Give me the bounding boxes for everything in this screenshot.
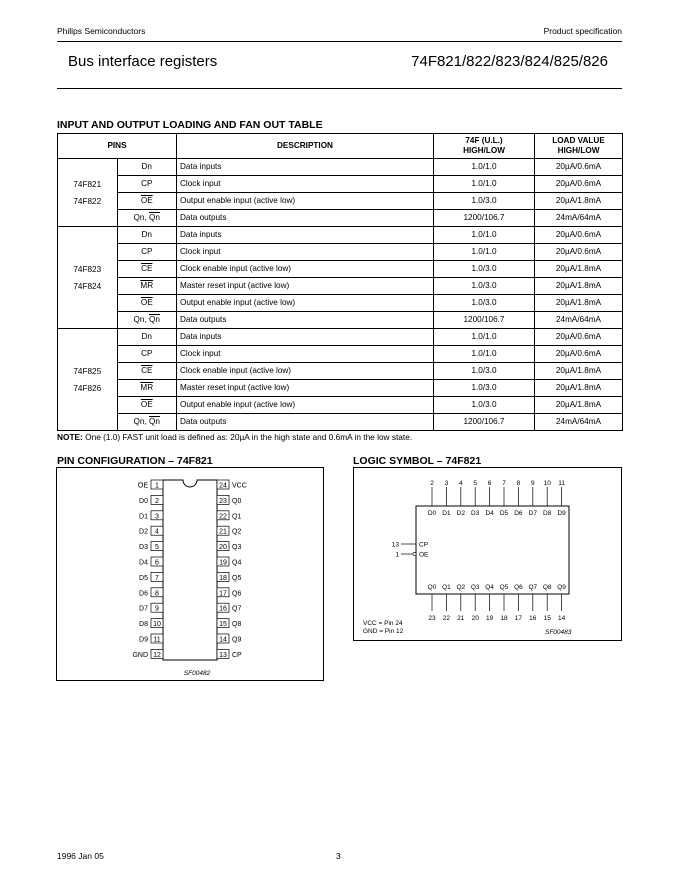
pin-cell [117, 312, 177, 329]
unit-load-cell: 1.0/3.0 [434, 193, 535, 210]
input-label: D6 [514, 510, 523, 517]
pin-cell [117, 261, 177, 278]
loading-table-title: INPUT AND OUTPUT LOADING AND FAN OUT TABLE [57, 119, 323, 131]
description-cell: Data outputs [177, 210, 434, 227]
col-unit-load-sub: HIGH/LOW [463, 146, 505, 155]
pin-label: OE [137, 482, 148, 490]
control-label: CP [419, 541, 429, 549]
pin-name: $\overline{OE}$ [140, 298, 153, 307]
gnd-note: GND = Pin 12 [363, 628, 404, 635]
load-value-cell: 20µA/1.8mA [535, 193, 623, 210]
pin-config-frame [57, 468, 324, 681]
pin-label: Q3 [232, 544, 242, 552]
pin-name: Dn [141, 332, 152, 341]
table-row [58, 414, 623, 431]
pin-cell [117, 380, 177, 397]
pin-number: 11 [153, 636, 161, 644]
note-label: NOTE: [57, 432, 83, 442]
pin-label: Q2 [232, 528, 242, 536]
load-value-cell: 20µA/1.8mA [535, 295, 623, 312]
device-group-cell [58, 227, 118, 329]
table-note [57, 432, 412, 442]
pin-config-title: PIN CONFIGURATION – 74F821 [57, 455, 213, 467]
pin-name: Qn, $\overline{Qn}$ [133, 417, 160, 426]
unit-load-cell: 1200/106.7 [434, 210, 535, 227]
pin-number: 10 [153, 621, 161, 629]
output-pin-number: 23 [428, 615, 436, 622]
load-value-cell: 24mA/64mA [535, 312, 623, 329]
pin-number: 19 [219, 559, 227, 567]
device-group-cell [58, 329, 118, 431]
output-label: Q3 [470, 584, 480, 591]
output-label: Q5 [499, 584, 509, 591]
pin-cell [117, 159, 177, 176]
pin-name: CP [141, 349, 153, 358]
pin-label: D1 [139, 513, 148, 521]
figure-code: SF00482 [183, 670, 211, 677]
pin-name: CP [141, 179, 153, 188]
col-pins: PINS [58, 134, 177, 159]
table-row [58, 227, 623, 244]
output-pin-number: 15 [543, 615, 551, 622]
logic-symbol-title: LOGIC SYMBOL – 74F821 [353, 455, 482, 467]
footer-page-number: 3 [336, 851, 341, 861]
output-label: Q4 [485, 584, 494, 591]
input-label: D8 [543, 510, 552, 517]
description-cell: Data outputs [177, 414, 434, 431]
input-label: D2 [456, 510, 465, 517]
table-row [58, 278, 623, 295]
pin-label: Q8 [232, 621, 242, 629]
pin-number: 21 [219, 528, 227, 536]
load-value-cell: 20µA/0.6mA [535, 244, 623, 261]
table-row [58, 363, 623, 380]
pin-name: $\overline{MR}$ [140, 281, 154, 290]
input-pin-number: 7 [502, 480, 506, 487]
description-cell: Clock enable input (active low) [177, 363, 434, 380]
col-load-value-label: LOAD VALUE [552, 136, 605, 145]
pin-label: D4 [139, 559, 148, 567]
pin-number: 12 [153, 651, 161, 659]
pin-label: D2 [139, 528, 148, 536]
unit-load-cell: 1.0/3.0 [434, 380, 535, 397]
note-text: One (1.0) FAST unit load is defined as: 20µA in the high state and 0.6mA in the low state. [85, 432, 413, 442]
pin-label: VCC [232, 482, 247, 490]
header-rule-top [57, 41, 622, 42]
input-label: D9 [557, 510, 566, 517]
pin-label: Q9 [232, 636, 242, 644]
col-unit-load-label: 74F (U.L.) [465, 136, 503, 145]
output-pin-number: 16 [529, 615, 537, 622]
control-pin-number: 13 [391, 541, 399, 549]
pin-number: 7 [155, 574, 159, 582]
col-description: DESCRIPTION [177, 134, 434, 159]
input-label: D7 [528, 510, 537, 517]
pin-label: CP [232, 651, 242, 659]
pin-label: D5 [139, 574, 148, 582]
pin-number: 14 [219, 636, 227, 644]
device-name: 74F821 [73, 179, 102, 189]
input-pin-number: 2 [430, 480, 434, 487]
output-label: Q2 [456, 584, 466, 591]
pin-cell [117, 329, 177, 346]
device-name: 74F823 [73, 264, 102, 274]
load-value-cell: 20µA/1.8mA [535, 380, 623, 397]
input-pin-number: 10 [543, 480, 551, 487]
pin-name: $\overline{OE}$ [140, 400, 153, 409]
pin-number: 5 [155, 544, 159, 552]
pin-cell [117, 193, 177, 210]
description-cell: Output enable input (active low) [177, 295, 434, 312]
table-row [58, 397, 623, 414]
table-row [58, 380, 623, 397]
output-label: Q9 [557, 584, 566, 591]
unit-load-cell: 1.0/3.0 [434, 397, 535, 414]
device-name: 74F825 [73, 366, 102, 376]
pin-number: 2 [155, 497, 159, 505]
output-label: Q7 [528, 584, 538, 591]
output-pin-number: 17 [514, 615, 523, 622]
pin-label: D6 [139, 590, 148, 598]
pin-label: Q0 [232, 497, 242, 505]
pin-number: 16 [219, 605, 227, 613]
output-pin-number: 19 [485, 615, 494, 622]
header-rule-bottom [57, 88, 622, 89]
pin-number: 18 [219, 574, 227, 582]
pin-name-complement: $\overline{Qn}$ [149, 213, 160, 222]
pin-cell [117, 244, 177, 261]
input-pin-number: 11 [558, 480, 565, 487]
pin-name: $\overline{OE}$ [140, 196, 153, 205]
inversion-bubble [413, 552, 416, 555]
pin-label: D0 [139, 497, 148, 505]
unit-load-cell: 1.0/3.0 [434, 261, 535, 278]
control-pin-number: 1 [395, 551, 399, 559]
pin-number: 22 [219, 513, 227, 521]
pin-cell [117, 210, 177, 227]
pin-number: 9 [155, 605, 159, 613]
load-value-cell: 24mA/64mA [535, 414, 623, 431]
pin-number: 17 [219, 590, 227, 598]
pin-name-complement: $\overline{Qn}$ [149, 315, 160, 324]
pin-number: 3 [155, 513, 159, 521]
load-value-cell: 20µA/1.8mA [535, 397, 623, 414]
unit-load-cell: 1.0/1.0 [434, 159, 535, 176]
unit-load-cell: 1200/106.7 [434, 312, 535, 329]
description-cell: Clock input [177, 176, 434, 193]
device-name: 74F826 [73, 383, 102, 393]
pin-label: Q5 [232, 574, 242, 582]
logic-block [416, 506, 569, 594]
device-group-cell [58, 159, 118, 227]
pin-name: $\overline{CE}$ [141, 366, 153, 375]
unit-load-cell: 1.0/1.0 [434, 244, 535, 261]
unit-load-cell: 1.0/1.0 [434, 227, 535, 244]
pin-name: CP [141, 247, 153, 256]
footer-date: 1996 Jan 05 [57, 851, 104, 861]
description-cell: Output enable input (active low) [177, 397, 434, 414]
pin-name: Dn [141, 162, 152, 171]
page-title: Bus interface registers [68, 53, 218, 70]
col-unit-load [434, 134, 535, 159]
device-name: 74F824 [73, 281, 102, 291]
table-row [58, 210, 623, 227]
input-label: D0 [427, 510, 437, 517]
pin-number: 24 [219, 482, 227, 490]
table-row [58, 295, 623, 312]
col-load-value-sub: HIGH/LOW [557, 146, 600, 155]
unit-load-cell: 1.0/1.0 [434, 176, 535, 193]
description-cell: Output enable input (active low) [177, 193, 434, 210]
pin-label: Q6 [232, 590, 242, 598]
unit-load-cell: 1.0/3.0 [434, 278, 535, 295]
table-row [58, 329, 623, 346]
input-pin-number: 4 [458, 480, 463, 487]
pin-label: Q4 [232, 559, 242, 567]
unit-load-cell: 1.0/3.0 [434, 295, 535, 312]
pin-number: 13 [219, 651, 227, 659]
pin-cell [117, 346, 177, 363]
unit-load-cell: 1.0/1.0 [434, 329, 535, 346]
load-value-cell: 20µA/1.8mA [535, 278, 623, 295]
table-header-row [58, 134, 623, 159]
output-label: Q0 [427, 584, 437, 591]
pin-label: Q1 [232, 513, 242, 521]
pin-label: D7 [139, 605, 148, 613]
description-cell: Data outputs [177, 312, 434, 329]
description-cell: Clock input [177, 244, 434, 261]
pin-label: D3 [139, 544, 148, 552]
input-pin-number: 5 [473, 480, 478, 487]
pin-cell [117, 363, 177, 380]
input-label: D4 [485, 510, 494, 517]
output-label: Q1 [442, 584, 451, 591]
table-row [58, 261, 623, 278]
output-label: Q6 [514, 584, 523, 591]
load-value-cell: 24mA/64mA [535, 210, 623, 227]
pin-number: 15 [219, 621, 227, 629]
load-value-cell: 20µA/0.6mA [535, 346, 623, 363]
pin-label: D8 [139, 621, 148, 629]
part-numbers: 74F821/822/823/824/825/826 [411, 53, 608, 70]
pin-name: Qn, $\overline{Qn}$ [133, 213, 160, 222]
pin-config-diagram [56, 467, 324, 681]
input-label: D1 [442, 510, 451, 517]
input-label: D5 [499, 510, 509, 517]
table-row [58, 176, 623, 193]
description-cell: Data inputs [177, 329, 434, 346]
output-pin-number: 18 [500, 615, 508, 622]
output-pin-number: 21 [457, 615, 465, 622]
pin-label: GND [132, 651, 148, 659]
unit-load-cell: 1.0/1.0 [434, 346, 535, 363]
description-cell: Clock enable input (active low) [177, 261, 434, 278]
description-cell: Master reset input (active low) [177, 380, 434, 397]
description-cell: Data inputs [177, 159, 434, 176]
logic-symbol-diagram [353, 467, 622, 641]
company-name: Philips Semiconductors [57, 26, 146, 36]
pin-name: Qn, $\overline{Qn}$ [133, 315, 160, 324]
pin-cell [117, 397, 177, 414]
description-cell: Master reset input (active low) [177, 278, 434, 295]
control-label: OE [419, 551, 429, 559]
pin-name: $\overline{MR}$ [140, 383, 154, 392]
input-pin-number: 8 [516, 480, 521, 487]
col-load-value [535, 134, 623, 159]
table-row [58, 346, 623, 363]
output-label: Q8 [542, 584, 552, 591]
input-pin-number: 9 [530, 480, 535, 487]
pin-label: D9 [139, 636, 148, 644]
description-cell: Clock input [177, 346, 434, 363]
figure-code: SF00483 [545, 629, 572, 636]
vcc-note: VCC = Pin 24 [363, 620, 403, 627]
input-label: D3 [471, 510, 480, 517]
pin-cell [117, 414, 177, 431]
load-value-cell: 20µA/0.6mA [535, 176, 623, 193]
ic-package-outline [163, 480, 217, 660]
pin-number: 23 [219, 497, 227, 505]
output-pin-number: 14 [557, 615, 566, 622]
pin-number: 6 [155, 559, 159, 567]
device-name: 74F822 [73, 196, 102, 206]
table-row [58, 159, 623, 176]
input-pin-number: 6 [487, 480, 492, 487]
pin-number: 8 [155, 590, 159, 598]
pin-cell [117, 227, 177, 244]
unit-load-cell: 1.0/3.0 [434, 363, 535, 380]
pin-name: Dn [141, 230, 152, 239]
pin-number: 20 [219, 544, 227, 552]
pin-name: $\overline{CE}$ [141, 264, 153, 273]
loading-table [57, 133, 623, 431]
pin-label: Q7 [232, 605, 242, 613]
pin-number: 4 [155, 528, 159, 536]
pin-cell [117, 176, 177, 193]
load-value-cell: 20µA/1.8mA [535, 363, 623, 380]
description-cell: Data inputs [177, 227, 434, 244]
unit-load-cell: 1200/106.7 [434, 414, 535, 431]
load-value-cell: 20µA/0.6mA [535, 329, 623, 346]
pin-cell [117, 295, 177, 312]
table-row [58, 193, 623, 210]
output-pin-number: 22 [442, 615, 451, 622]
pin-cell [117, 278, 177, 295]
table-row [58, 244, 623, 261]
pin-name-complement: $\overline{Qn}$ [149, 417, 160, 426]
pin-number: 1 [155, 482, 159, 490]
doc-type: Product specification [543, 26, 622, 36]
table-row [58, 312, 623, 329]
input-pin-number: 3 [444, 480, 449, 487]
output-pin-number: 20 [471, 615, 479, 622]
load-value-cell: 20µA/0.6mA [535, 159, 623, 176]
load-value-cell: 20µA/1.8mA [535, 261, 623, 278]
load-value-cell: 20µA/0.6mA [535, 227, 623, 244]
